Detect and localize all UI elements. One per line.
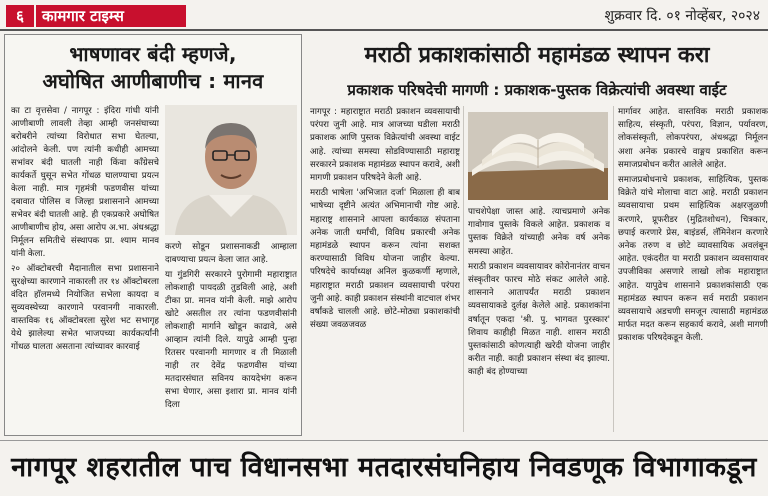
bottom-headline: नागपूर शहरातील पाच विधानसभा मतदारसंघनिहाय निवडणूक विभागाकडून	[11, 452, 757, 483]
newspaper-brand: कामगार टाइम्स	[36, 5, 186, 27]
column-divider	[613, 106, 614, 432]
portrait-photo	[165, 105, 297, 235]
right-article-column-1: नागपूर : महाराष्ट्रात मराठी प्रकाशन व्यवसायाची परंपरा जुनी आहे. मात्र आजच्या घडीला मराठी प्रकाशक आणि पुस्तक विक्रेत्यांची अवस्था वाईट आहे. त्यांच्या समस्या सोडविण्यासाठी महाराष्ट्र सरकारने प्रकाशक महामंडळ स्थापन करावे, अशी मागणी प्रकाशन परिषदेने केली आहे. मराठी भाषेला 'अभिजात दर्जा' मिळाला ही बाब भाषेच्या दृष्टीने अत्यंत अभिमानाची गोष्ट आहे. महाराष्ट्र शासनाने आपला कार्यकाळ संपताना अनेक जाती धर्मांची, विविध प्रकारची अनेक महामंडळे स्थापन करून त्यांना सशक्त करण्यासाठी विविध योजना जाहीर केल्या. परिषदेचे कार्याध्यक्ष अनिल कुळकर्णी म्हणाले, महाराष्ट्रात मराठी प्रकाशन व्यवसायाची परंपरा जुनी आहे. काही प्रकाशन संस्थांनी वाटचाल शंभर वर्षांकडे चालली आहे. छोटे-मोठ्या प्रकाशकांची संख्या जवळजवळ	[310, 107, 460, 331]
left-article-column-2: करणे सोडून प्रशासनाकडी आम्हाला दाबण्याचा प्रयत्न केला जात आहे. या गुंडगिरी सरकारने पुरोगामी महाराष्ट्रात लोकशाही पायदळी तुडविली आहे, अशी टीका प्रा. मानव यांनी केली. माझे आरोप खोटे असतील तर त्यांना फडणवीसांनी लोकशाही मार्गाने खोडून काढावे, असे आव्हान त्यांनी दिले. यापुढे आम्ही पुन्हा रितसर परवानगी मागणार व ती मिळाली नाही तर देवेंद्र फडणवीस यांच्या मतदारसंघात सविनय कायदेभंग करून सभा घेणार, असा इशारा प्रा. मानव यांनी दिला	[165, 242, 297, 410]
left-article-headline: भाषणावर बंदी म्हणजे, अघोषित आणीबाणीच : मानव	[42, 42, 264, 93]
column-divider	[463, 106, 464, 432]
books-photo	[468, 112, 608, 200]
right-article	[306, 34, 768, 436]
page-number: ६	[6, 5, 34, 27]
left-article-column-1: का टा वृत्तसेवा / नागपूर : इंदिरा गांधी यांनी आणीबाणी लावली तेव्हा आम्ही जनसंघाच्या बरोबरीने त्यांच्या विरोधात सभा घेतल्या, आंदोलने केली. पण त्यांनी कधीही आमच्या सभांवर बंदी घातली नाही किंवा काँग्रेसचे कार्यकर्ते घुसून सभेत गोंधळ घालण्याचा प्रयत्न केला नाही. मात्र गृहमंत्री फडणवीस यांच्या दबावात पोलिस व जिल्हा प्रशासनाने आमच्या सभेवर बंदी घातली आहे. ही एकप्रकारे अघोषित आणीबाणीच होय, असा आरोप अ.भा. अंधश्रद्धा निर्मूलन समितीचे संस्थापक प्रा. श्याम मानव यांनी केला. २० ऑक्टोबरची मैदानातील सभा प्रशासनाने सुरक्षेच्या कारणाने नाकारली तर १४ ऑक्टोबरला वंदित हॉलमध्ये नियोजित सभेला कायदा व सुव्यवस्थेच्या कारणाने परवानगी नाकारली. वास्तविक १६ ऑक्टोबरला सुरेश भट सभागृह येथे झालेल्या सभेत भाजपच्या कार्यकर्त्यांनी गोंधळ घालता असताना त्यांच्यावर कारवाई	[11, 106, 159, 352]
issue-date: शुक्रवार दि. ०१ नोव्हेंबर, २०२४	[604, 8, 760, 24]
right-article-column-3: मार्गावर आहेत. वास्तविक मराठी प्रकाशक साहित्य, संस्कृती, परंपरा, विज्ञान, पर्यावरण, लोकसंस्कृती, लोकपरंपरा, अंधश्रद्धा निर्मूलन अशा अनेक प्रकारचे वाङ्मय प्रकाशित करून समाजप्रबोधन करीत आलेले आहेत. समाजप्रबोधनाचे प्रकाशक, साहित्यिक, पुस्तक विक्रेते यांचे मोलाचा वाटा आहे. मराठी प्रकाशन व्यवसायाचा प्रथम साहित्यिक अक्षरजुळणी करणारे, प्रूफरीडर (मुद्रितशोधन), चित्रकार, छपाई करणारे प्रेस, बाइंडर्स, लॅमिनेशन करणारे अनेक तरुण व छोटे व्यावसायिक अवलंबून आहेत. एकंदरीत या मराठी प्रकाशन व्यवसायावर उपजीविका असणारे लाखो लोक महाराष्ट्रात आहेत. यापुढेच शासनाने प्रकाशकांसाठी एक महामंडळ स्थापन करून सर्व मराठी प्रकाशन व्यवसायाचे अडचणी समजून त्यासाठी महामंडळ मार्फत मदत करून सहकार्य करावे, अशी मागणी प्रकाशक परिषदेकडून केली.	[618, 107, 768, 344]
right-article-headline: मराठी प्रकाशकांसाठी महामंडळ स्थापन करा	[364, 43, 710, 68]
left-article	[4, 34, 302, 436]
page-header	[0, 0, 768, 30]
left-article-body	[5, 101, 301, 435]
right-article-column-2: पाचशेपेक्षा जास्त आहे. त्याचप्रमाणे अनेक गावोगाव पुस्तके विकले आहेत. प्रकाशक व पुस्तक विक्रेते यांच्याही अनेक वर्ष अनेक समस्या आहेत. मराठी प्रकाशन व्यवसायावर कोरोनानंतर वाचन संस्कृतीवर फारच मोठे संकट आलेले आहे. शासनाने आतापर्यंत मराठी प्रकाशन व्यवसायाकडे दुर्लक्ष केलेले आहे. प्रकाशकांना वर्षातून एकदा 'श्री. पु. भागवत पुरस्कार' शिवाय काहीही मिळत नाही. शासन मराठी पुस्तकांसाठी कोणत्याही खरेदी योजना जाहीर करीत नाही. काही प्रकाशन संस्था बंद झाल्या. काही बंद होण्याच्या	[468, 207, 610, 378]
header-rule	[0, 29, 768, 31]
bottom-rule	[0, 440, 768, 441]
right-article-subheadline: प्रकाशक परिषदेची मागणी : प्रकाशक-पुस्तक विक्रेत्यांची अवस्था वाईट	[347, 81, 727, 99]
